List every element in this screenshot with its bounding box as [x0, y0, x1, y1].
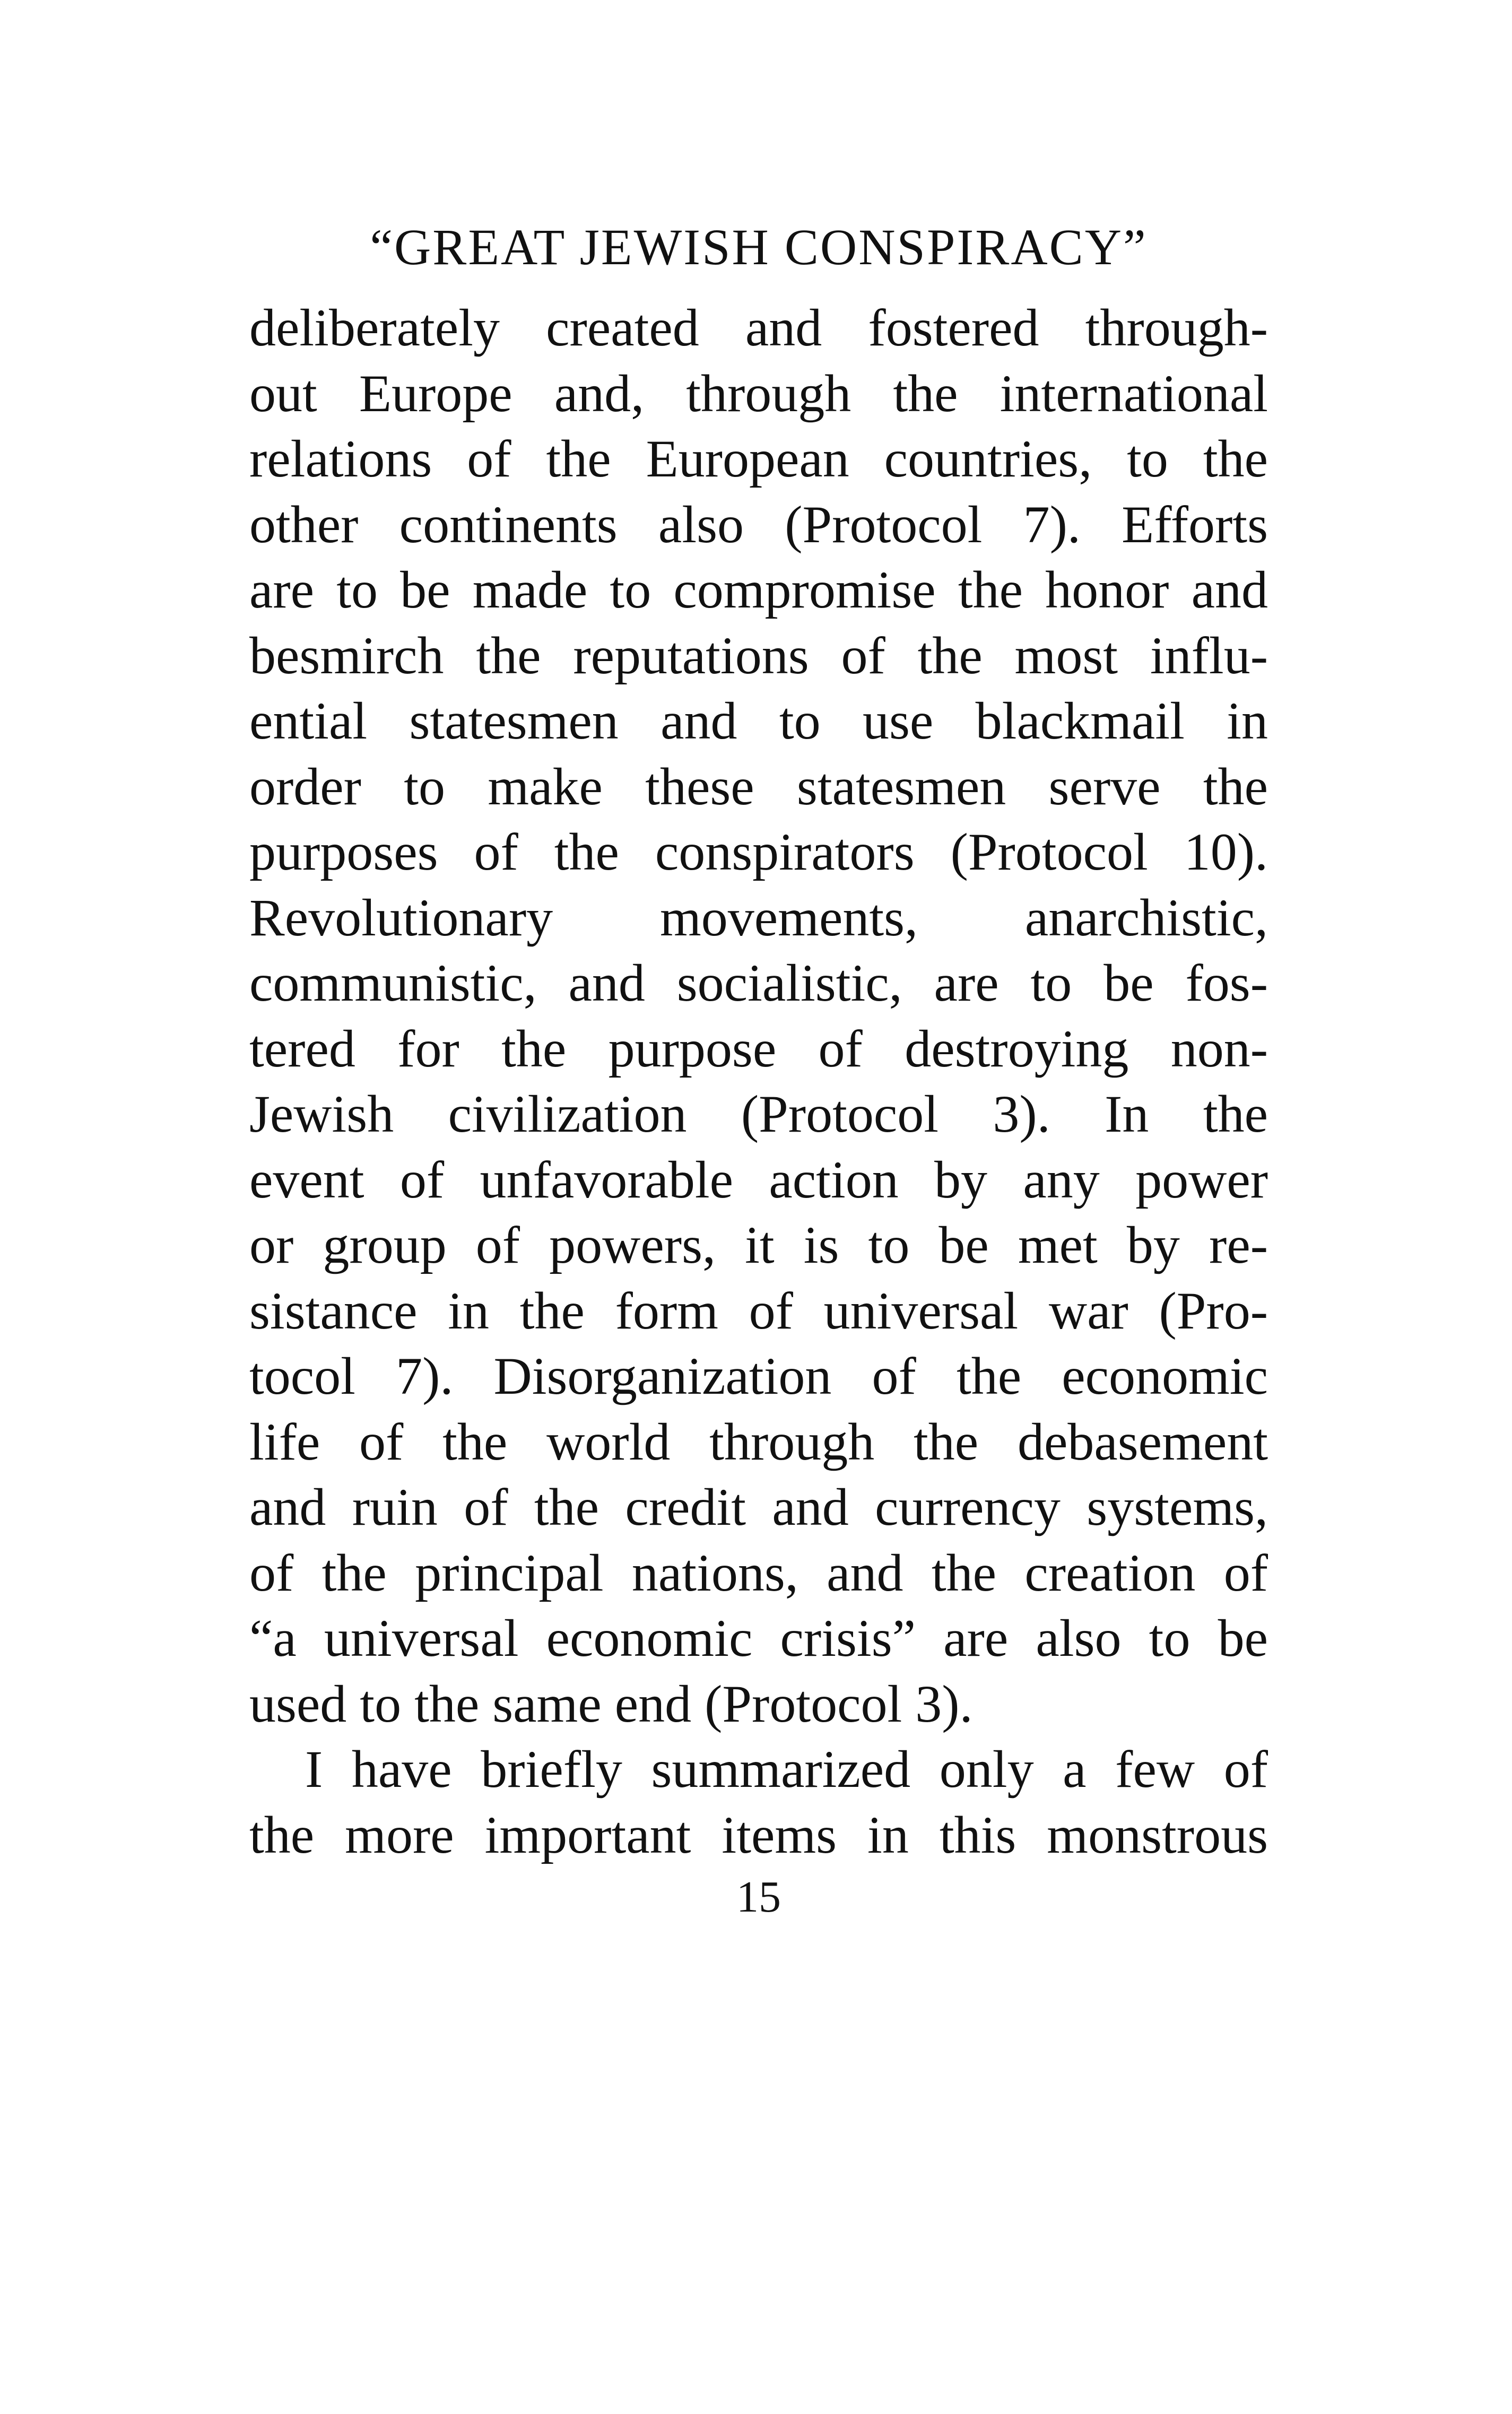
- running-head-title: “GREAT JEWISH CONSPIRACY”: [370, 218, 1148, 275]
- text-line: out Europe and, through the international: [249, 363, 1268, 423]
- paragraph-continuation: [249, 295, 1268, 1736]
- body-text: [249, 295, 1268, 1868]
- text-line: Jewish civilization (Protocol 3). In the: [249, 1084, 1268, 1143]
- text-line: sistance in the form of universal war (Pro-: [249, 1281, 1268, 1340]
- text-line: “a universal economic crisis” are also to be: [249, 1609, 1268, 1668]
- text-line: are to be made to compromise the honor and: [249, 560, 1268, 619]
- text-line: deliberately created and fostered through-: [249, 298, 1268, 357]
- text-line: of the principal nations, and the creation of: [249, 1543, 1268, 1602]
- paragraph-summary: [249, 1736, 1268, 1868]
- text-line: or group of powers, it is to be met by re-: [249, 1215, 1268, 1274]
- text-line: tered for the purpose of destroying non-: [249, 1019, 1268, 1078]
- text-line: and ruin of the credit and currency systems,: [249, 1478, 1268, 1536]
- text-line: relations of the European countries, to the: [249, 429, 1268, 488]
- text-line: I have briefly summarized only a few of: [305, 1740, 1268, 1799]
- text-line: ential statesmen and to use blackmail in: [249, 691, 1268, 750]
- text-line: purposes of the conspirators (Protocol 10).: [249, 822, 1268, 881]
- page-number: 15: [736, 1872, 781, 1922]
- text-line: communistic, and socialistic, are to be fos-: [249, 953, 1268, 1012]
- text-line: event of unfavorable action by any power: [249, 1150, 1268, 1209]
- text-line: other continents also (Protocol 7). Efforts: [249, 494, 1268, 554]
- text-line: the more important items in this monstrous: [249, 1805, 1268, 1864]
- text-line: Revolutionary movements, anarchistic,: [249, 888, 1268, 947]
- text-line: besmirch the reputations of the most influ-: [249, 626, 1268, 685]
- text-line: order to make these statesmen serve the: [249, 757, 1268, 816]
- text-line: tocol 7). Disorganization of the economic: [249, 1347, 1268, 1405]
- text-line: used to the same end (Protocol 3).: [249, 1674, 973, 1733]
- text-line: life of the world through the debasement: [249, 1412, 1268, 1471]
